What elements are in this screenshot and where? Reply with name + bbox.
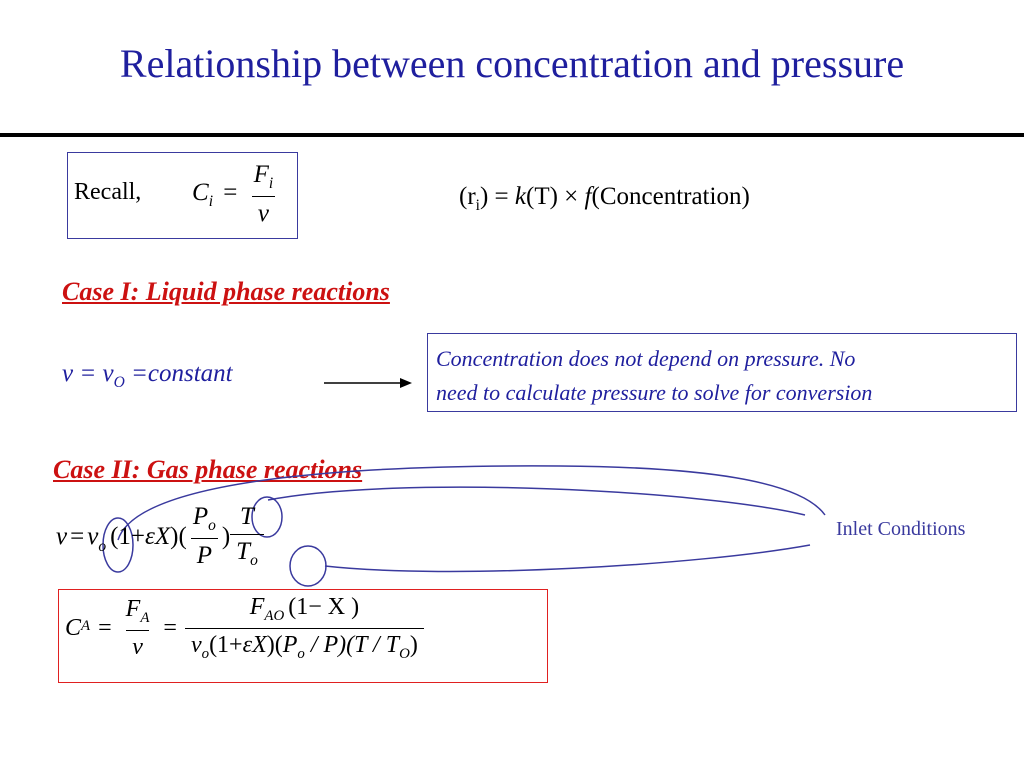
rate-sub: i [475, 197, 480, 214]
ca-equation [65, 594, 424, 663]
recall-c-sub: i [208, 193, 213, 211]
recall-c-symbol: C [192, 179, 209, 207]
veq-close: )( [170, 522, 187, 550]
veq-v0: v [87, 522, 99, 550]
ca-den-v: v [190, 631, 202, 658]
ca-num-rest: (1− X ) [288, 594, 360, 620]
veq-x: X [154, 522, 171, 550]
rate-k: k [514, 183, 527, 210]
veq-t: T [240, 503, 254, 530]
ca-den-t0-sub: O [399, 645, 410, 662]
recall-label: Recall, [74, 179, 142, 205]
ca-first-fraction [120, 596, 156, 661]
ca-lhs: C [65, 614, 82, 641]
concentration-equation-box [58, 589, 548, 683]
veq-p0: P [192, 503, 209, 530]
case1-note-line2: need to calculate pressure to solve for conversion [436, 380, 873, 405]
veq-p0-sub: o [208, 517, 216, 534]
ca-den-c: / P)(T / T [304, 631, 400, 658]
ca-den-x: X [252, 631, 267, 658]
ca-lhs-sub: A [81, 617, 91, 634]
recall-f-sub: i [268, 175, 274, 192]
case1-mid: = v [73, 360, 114, 387]
rate-eq: = [488, 183, 515, 210]
veq-pressure-fraction [187, 503, 222, 570]
ca-den-b: )( [266, 631, 283, 658]
veq-eq: = [70, 522, 85, 550]
ca-den-eps: ε [242, 631, 253, 658]
ca-den-a: (1+ [209, 631, 243, 658]
rate-f: f [584, 183, 592, 210]
case1-tail: =constant [124, 360, 233, 387]
recall-v-symbol: v [257, 200, 269, 227]
slide-title: Relationship between concentration and pressure [119, 41, 905, 86]
veq-paren: (1+ [110, 522, 146, 550]
ca-fa-sub: A [140, 609, 150, 626]
rate-close: ) [479, 183, 489, 210]
ca-num-f-sub: AO [264, 607, 285, 624]
case1-sub: O [113, 374, 125, 391]
ca-eq1: = [98, 614, 112, 641]
case1-heading: Case I: Liquid phase reactions [62, 277, 390, 306]
ca-main-fraction [185, 594, 424, 663]
veq-p: P [196, 542, 212, 569]
ca-v: v [132, 633, 143, 660]
ca-den-p0-sub: o [297, 645, 305, 662]
case2-heading: Case II: Gas phase reactions [53, 455, 363, 484]
veq-eps: ε [145, 522, 155, 550]
ca-eq2: = [163, 614, 177, 641]
ca-num-f: F [249, 594, 265, 620]
rate-open: (r [459, 183, 476, 210]
case2-volume-equation [56, 503, 264, 570]
rate-kT: (T) × [526, 183, 585, 210]
inlet-conditions-label: Inlet Conditions [836, 518, 966, 540]
case1-note-line1: Concentration does not depend on pressure. No [436, 346, 856, 371]
veq-temperature-fraction [230, 503, 264, 570]
rate-arg: (Concentration) [591, 183, 750, 210]
veq-v0-sub: o [98, 538, 107, 555]
ca-den-d: ) [409, 631, 418, 658]
veq-close2: ) [221, 522, 231, 550]
ca-den-p0: P [282, 631, 298, 658]
recall-equals: = [223, 179, 238, 207]
recall-f-symbol: F [253, 161, 269, 188]
veq-t0: T [236, 538, 251, 565]
veq-lhs: v [56, 522, 68, 550]
case1-v: v [62, 360, 74, 387]
ca-fa: F [125, 595, 141, 622]
ca-den-v-sub: o [201, 645, 210, 662]
veq-t0-sub: o [250, 552, 258, 569]
